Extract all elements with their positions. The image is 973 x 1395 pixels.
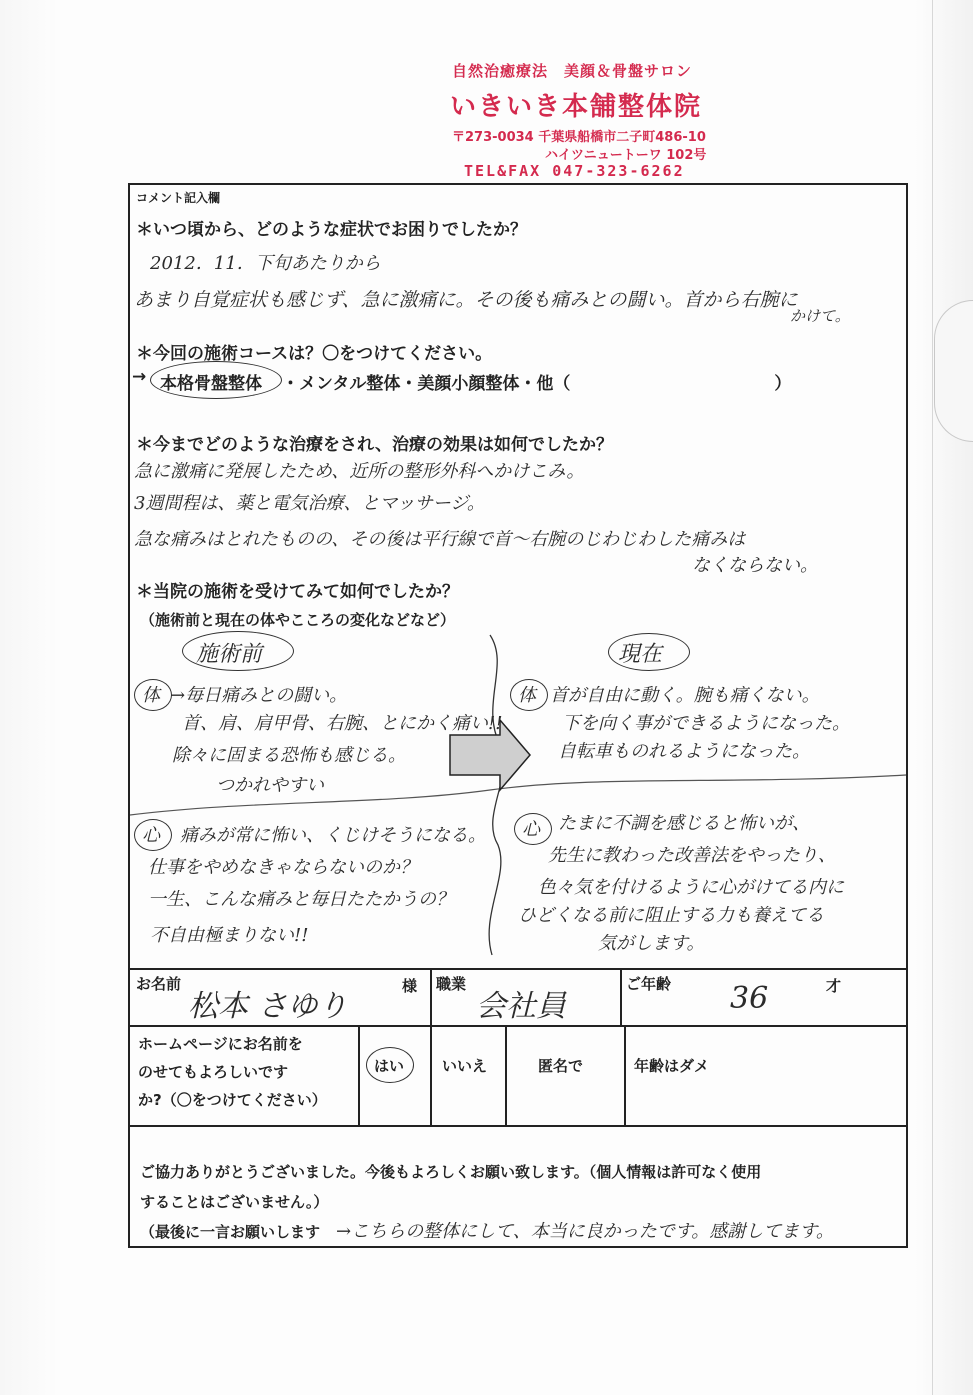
table-top-line — [130, 968, 906, 970]
stamp-tagline: 自然治癒療法 美顔＆骨盤サロン — [452, 62, 693, 80]
age-suffix: 才 — [826, 977, 842, 995]
folder-tab — [934, 300, 973, 442]
table-bottom-line — [130, 1125, 906, 1127]
thanks-line-2: することはございません。） — [140, 1193, 329, 1211]
option-anonymous: 匿名で — [538, 1057, 584, 1075]
last-word-label: （最後に一言お願いします — [140, 1223, 321, 1241]
before-mind-4: 不自由極まりない!! — [150, 925, 309, 946]
now-body-2: 下を向く事ができるようになった。 — [562, 713, 850, 734]
stamp-phone: TEL&FAX 047-323-6262 — [464, 162, 685, 180]
now-label: 現在 — [618, 642, 663, 667]
question-3: ＊今までどのような治療をされ、治療の効果は如何でしたか？ — [136, 435, 614, 455]
answer-3-line-2: 3週間程は、薬と電気治療、とマッサージ。 — [134, 493, 485, 514]
age-value: 36 — [730, 981, 769, 1016]
now-mind-1: たまに不調を感じると怖いが、 — [558, 813, 810, 834]
table-col-line-6 — [624, 1025, 626, 1125]
answer-1-line-1: 2012．11．下旬あたりから — [150, 253, 381, 274]
stamp-building: ハイツニュートーワ 102号 — [545, 148, 707, 163]
table-row-line — [130, 1025, 906, 1027]
course-arrow: → — [132, 367, 147, 387]
now-mind-4: ひどくなる前に阻止する力も養えてる — [518, 905, 824, 926]
last-word-value: →こちらの整体にして、本当に良かったです。感謝してます。 — [336, 1221, 834, 1242]
name-value: 松本 さゆり — [188, 989, 348, 1024]
now-body-1: 首が自由に動く。腕も痛くない。 — [550, 685, 820, 706]
table-col-line-5 — [505, 1025, 507, 1125]
option-yes: はい — [374, 1057, 405, 1075]
option-no-age: 年齢はダメ — [634, 1057, 710, 1075]
job-label: 職業 — [436, 975, 467, 993]
answer-3-line-4: なくならない。 — [692, 555, 818, 576]
hp-question-3: か?（〇をつけてください） — [138, 1091, 327, 1109]
before-body-4: つかれやすい — [216, 775, 324, 796]
now-mind-5: 気がします。 — [598, 933, 705, 954]
now-mind-3: 色々気を付けるように心がけてる内に — [538, 877, 844, 898]
comment-header: コメント記入欄 — [136, 191, 221, 205]
answer-3-line-1: 急に激痛に発展したため、近所の整形外科へかけこみ。 — [134, 461, 585, 482]
job-value: 会社員 — [476, 989, 566, 1024]
body-mark-now: 体 — [518, 685, 536, 706]
option-no: いいえ — [442, 1057, 488, 1075]
answer-3-line-3: 急な痛みはとれたものの、その後は平行線で首～右腕のじわじわした痛みは — [134, 529, 746, 550]
course-selected: 本格骨盤整体 — [160, 374, 262, 394]
hp-question-2: のせてもよろしいです — [138, 1063, 289, 1081]
stamp-address: 〒273-0034 千葉県船橋市二子町486-10 — [452, 130, 706, 145]
table-col-line-4 — [430, 1025, 432, 1125]
answer-1-line-2: あまり自覚症状も感じず、急に激痛に。その後も痛みとの闘い。首から右腕に — [134, 289, 798, 311]
hp-question-1: ホームページにお名前を — [138, 1035, 303, 1053]
before-label: 施術前 — [196, 642, 263, 667]
question-2: ＊今回の施術コースは？〇をつけてください。 — [136, 344, 493, 364]
before-mind-3: 一生、こんな痛みと毎日たたかうの？ — [148, 889, 454, 910]
before-body-2: 首、肩、肩甲骨、右腕、とにかく痛い!! — [182, 713, 503, 734]
table-col-line-1 — [430, 968, 432, 1025]
feedback-form — [128, 183, 908, 1248]
name-suffix: 様 — [402, 977, 418, 995]
before-body-3: 除々に固まる恐怖も感じる。 — [172, 745, 406, 766]
thanks-line-1: ご協力ありがとうございました。今後もよろしくお願い致します。（個人情報は許可なく使用 — [140, 1163, 762, 1181]
age-label: ご年齢 — [626, 975, 672, 993]
before-mind-2: 仕事をやめなきゃならないのか？ — [148, 857, 418, 878]
mind-mark-before: 心 — [142, 825, 160, 846]
table-col-line-2 — [620, 968, 622, 1025]
question-4: ＊当院の施術を受けてみて如何でしたか？ — [136, 582, 459, 602]
question-1: ＊いつ頃から、どのような症状でお困りでしたか？ — [136, 220, 527, 240]
mind-mark-now: 心 — [522, 819, 540, 840]
answer-1-line-3: かけて。 — [790, 307, 850, 325]
course-others: ・メンタル整体・美顔小顔整体・他（ ） — [282, 374, 792, 394]
stamp-clinic-name: いきいき本舗整体院 — [450, 92, 703, 122]
name-label: お名前 — [136, 975, 182, 993]
folder-edge — [932, 0, 973, 1395]
before-mind-1: 痛みが常に怖い、くじけそうになる。 — [180, 825, 486, 846]
before-body-1: →毎日痛みとの闘い。 — [170, 685, 348, 706]
now-mind-2: 先生に教わった改善法をやったり、 — [548, 845, 836, 866]
question-4-sub: （施術前と現在の体やこころの変化などなど） — [140, 611, 456, 629]
now-body-3: 自転車ものれるようになった。 — [558, 741, 810, 762]
body-mark-before: 体 — [142, 685, 160, 706]
table-col-line-3 — [358, 1025, 360, 1125]
